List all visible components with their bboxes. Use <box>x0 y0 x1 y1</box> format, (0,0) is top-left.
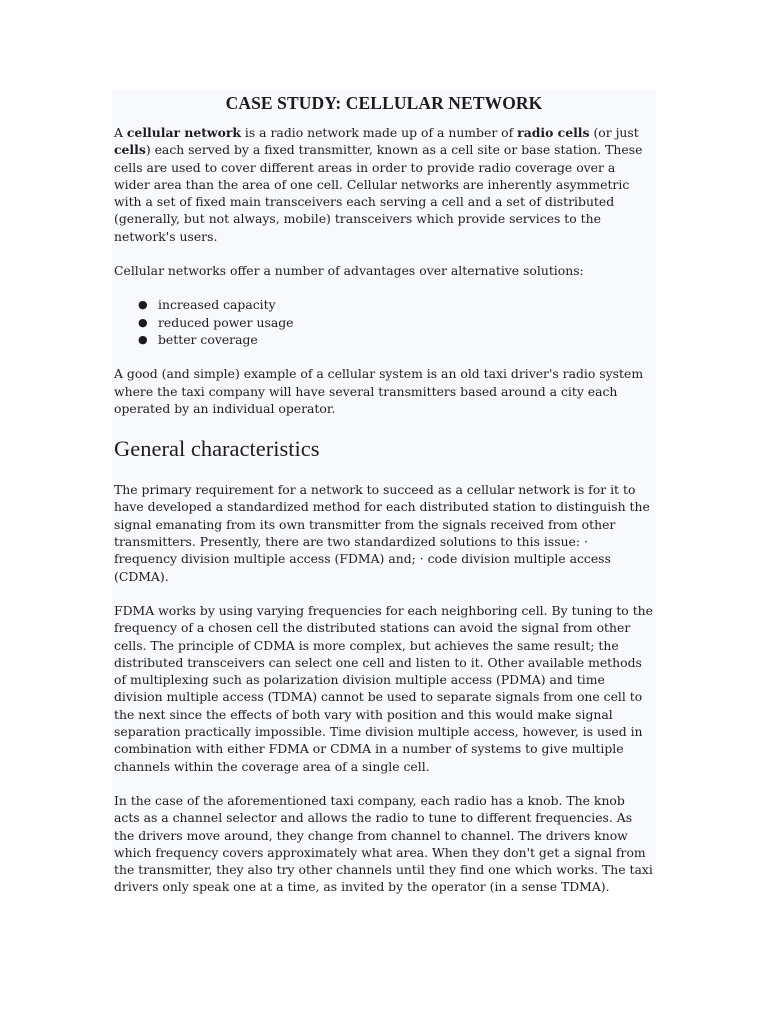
intro-bold-radio-cells: radio cells <box>517 125 590 140</box>
document-content <box>112 90 656 895</box>
advantages-list <box>114 296 654 348</box>
taxi-example-paragraph: A good (and simple) example of a cellular system is an old taxi driver's radio system where the taxi company will have several transmitters based around a city each operated by an individual operator. <box>114 366 644 416</box>
document-title: CASE STUDY: CELLULAR NETWORK <box>225 93 543 113</box>
list-item-text: increased capacity <box>158 297 276 313</box>
body-paragraph: The primary requirement for a network to succeed as a cellular network is for it to have developed a standardized method for each distributed station to distinguish the signal emanating from its own transmitter from the signals received from other transmitters. Presently, there are two standardized solutions to this issue: · frequency division multiple access (FDMA) and; · code division multiple access (CDMA). <box>114 482 650 584</box>
list-item <box>138 331 654 348</box>
intro-text-4: ) each served by a fixed transmitter, known as a cell site or base station. These cells are used to cover different areas in order to provide radio coverage over a wider area than the area of one cell. Cellular networks are inherently asymmetric with a set of fixed main transceivers each serving a cell and a set of distributed (generally, but not always, mobile) transceivers which provide services to the network's users. <box>114 142 643 244</box>
bullet-icon: ● <box>138 332 148 346</box>
body-paragraph: FDMA works by using varying frequencies for each neighboring cell. By tuning to the frequency of a chosen cell the distributed stations can avoid the signal from other cells. The principle of CDMA is more complex, but achieves the same result; the distributed transceivers can select one cell and listen to it. Other available methods of multiplexing such as polarization division multiple access (PDMA) and time division multiple access (TDMA) cannot be used to separate signals from one cell to the next since the effects of both vary with position and this would make signal separation practically impossible. Time division multiple access, however, is used in combination with either FDMA or CDMA in a number of systems to give multiple channels within the coverage area of a single cell. <box>114 602 653 774</box>
intro-bold-cellular-network: cellular network <box>126 125 241 140</box>
bullet-icon: ● <box>138 315 148 329</box>
list-item <box>138 296 654 313</box>
section-heading: General characteristics <box>114 436 320 462</box>
advantages-intro: Cellular networks offer a number of advantages over alternative solutions: <box>114 263 584 279</box>
list-item-text: better coverage <box>158 331 258 347</box>
intro-text-2: is a radio network made up of a number of <box>240 125 518 140</box>
intro-text-1: A <box>114 125 127 140</box>
list-item-text: reduced power usage <box>158 314 294 330</box>
intro-text-3: (or just <box>589 125 639 140</box>
intro-bold-cells: cells <box>114 142 146 158</box>
body-paragraph: In the case of the aforementioned taxi company, each radio has a knob. The knob acts as a channel selector and allows the radio to tune to different frequencies. As the drivers move around, they change from channel to channel. The drivers know which frequency covers approximately what area. When they don't get a signal from the transmitter, they also try other channels until they find one which works. The taxi drivers only speak one at a time, as invited by the operator (in a sense TDMA). <box>114 792 653 895</box>
bullet-icon: ● <box>138 298 148 312</box>
list-item <box>138 314 654 331</box>
intro-paragraph <box>114 124 654 245</box>
